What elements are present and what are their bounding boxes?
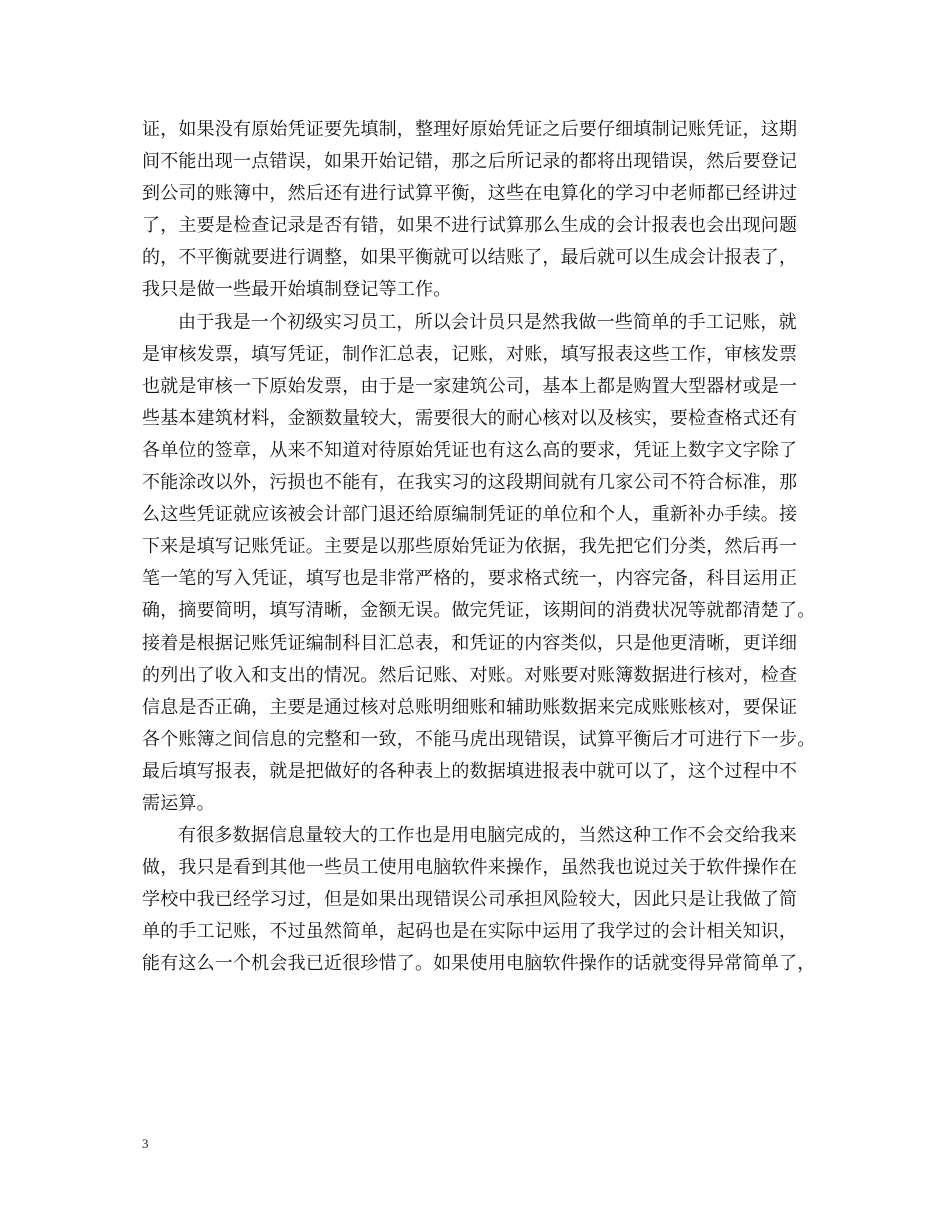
text-line: 的，不平衡就要进行调整，如果平衡就可以结账了，最后就可以生成会计报表了， <box>142 247 798 269</box>
text-line: 最后填写报表，就是把做好的各种表上的数据填进报表中就可以了，这个过程中不 <box>142 760 798 782</box>
page-number: 3 <box>142 1136 149 1151</box>
text-line: 也就是审核一下原始发票，由于是一家建筑公司，基本上都是购置大型器材或是一 <box>142 375 798 397</box>
text-line: 了，主要是检查记录是否有错，如果不进行试算那么生成的会计报表也会出现问题 <box>142 215 798 237</box>
text-line: 需运算。 <box>142 792 215 814</box>
text-line: 单的手工记账，不过虽然简单，起码也是在实际中运用了我学过的会计相关知识， <box>142 921 798 943</box>
text-line: 由于我是一个初级实习员工，所以会计员只是然我做一些简单的手工记账，就 <box>178 311 797 333</box>
text-line: 确，摘要简明，填写清晰，金额无误。做完凭证，该期间的消费状况等就都清楚了。 <box>142 600 816 622</box>
text-line: 学校中我已经学习过，但是如果出现错误公司承担风险较大，因此只是让我做了简 <box>142 889 798 911</box>
text-line: 能有这么一个机会我已近很珍惜了。如果使用电脑软件操作的话就变得异常简单了， <box>142 953 816 975</box>
text-line: 各单位的签章，从来不知道对待原始凭证也有这么高的要求，凭证上数字文字除了 <box>142 439 798 461</box>
text-line: 是审核发票，填写凭证，制作汇总表，记账，对账，填写报表这些工作，审核发票 <box>142 343 798 365</box>
body-text <box>142 114 832 981</box>
text-line: 我只是做一些最开始填制登记等工作。 <box>142 279 452 301</box>
text-line: 到公司的账簿中，然后还有进行试算平衡，这些在电算化的学习中老师都已经讲过 <box>142 183 798 205</box>
text-line: 接着是根据记账凭证编制科目汇总表，和凭证的内容类似，只是他更清晰，更详细 <box>142 632 798 654</box>
text-line: 各个账簿之间信息的完整和一致，不能马虎出现错误，试算平衡后才可进行下一步。 <box>142 728 816 750</box>
text-line: 么这些凭证就应该被会计部门退还给原编制凭证的单位和个人，重新补办手续。接 <box>142 504 798 526</box>
text-line: 笔一笔的写入凭证，填写也是非常严格的，要求格式统一，内容完备，科目运用正 <box>142 568 798 590</box>
text-line: 做，我只是看到其他一些员工使用电脑软件来操作，虽然我也说过关于软件操作在 <box>142 857 798 879</box>
text-line: 间不能出现一点错误，如果开始记错，那之后所记录的都将出现错误，然后要登记 <box>142 151 798 173</box>
text-line: 信息是否正确，主要是通过核对总账明细账和辅助账数据来完成账账核对，要保证 <box>142 696 798 718</box>
text-line: 下来是填写记账凭证。主要是以那些原始凭证为依据，我先把它们分类，然后再一 <box>142 536 798 558</box>
text-line: 的列出了收入和支出的情况。然后记账、对账。对账要对账簿数据进行核对，检查 <box>142 664 798 686</box>
text-line: 证，如果没有原始凭证要先填制，整理好原始凭证之后要仔细填制记账凭证，这期 <box>142 119 798 140</box>
text-line: 不能涂改以外，污损也不能有，在我实习的这段期间就有几家公司不符合标准，那 <box>142 472 798 494</box>
text-line: 些基本建筑材料，金额数量较大，需要很大的耐心核对以及核实，要检查格式还有 <box>142 407 798 429</box>
text-line: 有很多数据信息量较大的工作也是用电脑完成的，当然这种工作不会交给我来 <box>178 825 797 847</box>
